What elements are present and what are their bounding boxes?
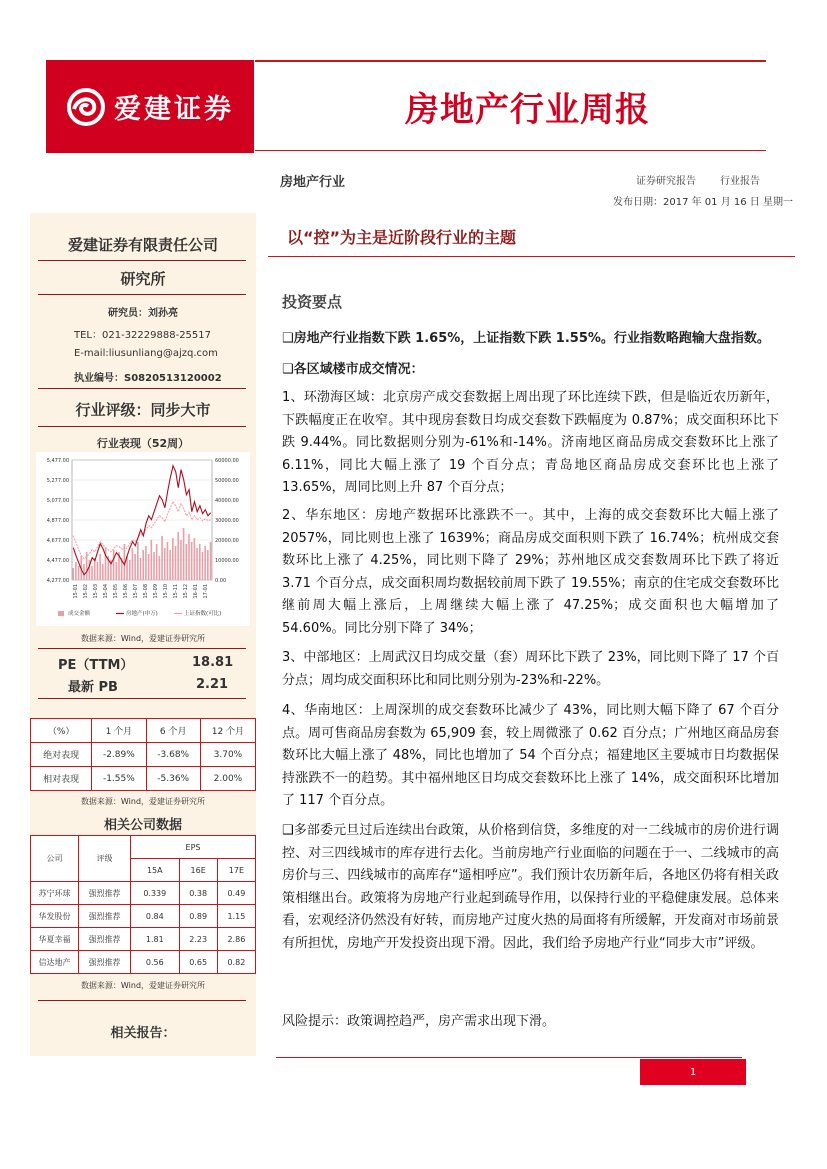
legend-label: 成交金额 bbox=[68, 611, 91, 617]
x-tick-label: 15-07 bbox=[133, 584, 139, 599]
right-tick-label: 40000.00 bbox=[215, 498, 239, 504]
col-eps-header: EPS bbox=[131, 836, 256, 859]
rating-cell: 强烈推荐 bbox=[79, 882, 131, 905]
volume-bar bbox=[113, 550, 115, 580]
volume-bar bbox=[145, 546, 147, 580]
x-tick-label: 16-01 bbox=[193, 584, 199, 599]
table-source: 数据来源：Wind，爱建证券研究所 bbox=[80, 797, 206, 806]
volume-bar bbox=[156, 544, 158, 580]
volume-bar bbox=[199, 544, 201, 580]
volume-bar bbox=[142, 550, 144, 580]
eps-cell: 0.339 bbox=[131, 882, 180, 905]
volume-bar bbox=[83, 564, 85, 580]
chart-source: 数据来源：Wind，爱建证券研究所 bbox=[80, 634, 206, 643]
left-tick-label: 4,677.00 bbox=[46, 538, 69, 544]
company-cell: 华发股份 bbox=[31, 905, 79, 928]
company-table-source: 数据来源：Wind，爱建证券研究所 bbox=[80, 981, 206, 990]
volume-bar bbox=[75, 562, 77, 580]
right-tick-label: 0.00 bbox=[215, 578, 227, 584]
eps-cell: 0.89 bbox=[179, 905, 217, 928]
footer-rule bbox=[276, 1057, 742, 1058]
table-row bbox=[31, 882, 256, 905]
report-type-industry: 行业报告 bbox=[720, 176, 760, 187]
volume-bar bbox=[153, 552, 155, 580]
para-bohai: 1、环渤海区域：北京房产成交套数据上周出现了环比连续下跌，但是临近农历新年，下跌幅度正在收窄。其中现房套数日均成交套数下跌幅度为 0.87%；成交面积环比下跌 9.44%。同比数据则分别为-61%和-14%。济南地区商品房成交套数环比上涨了 6.11%，同比大幅上涨了 19 个百分点；青岛地区商品房成交套环比也上涨了 13.65%，周同比则上升 87 个百分点； bbox=[282, 390, 779, 495]
volume-bar bbox=[185, 544, 187, 580]
sidebar-divider bbox=[38, 388, 246, 389]
report-headline: 以“控”为主是近阶段行业的主题 bbox=[287, 228, 517, 247]
headline-rule bbox=[268, 256, 795, 257]
sidebar-analyst: 研究员：刘孙亮 bbox=[108, 308, 178, 319]
left-tick-label: 5,277.00 bbox=[46, 478, 69, 484]
logo-text: 爱建证券 bbox=[114, 94, 234, 125]
volume-bar bbox=[115, 562, 117, 580]
volume-bar bbox=[164, 548, 166, 580]
right-tick-label: 50000.00 bbox=[215, 478, 239, 484]
volume-bar bbox=[91, 566, 93, 580]
volume-bar bbox=[137, 542, 139, 580]
sidebar-divider bbox=[38, 648, 246, 649]
volume-bar bbox=[196, 548, 198, 580]
right-tick-label: 60000.00 bbox=[215, 458, 239, 464]
x-tick-label: 15-12 bbox=[183, 584, 189, 599]
sidebar-divider bbox=[38, 260, 246, 261]
volume-bar bbox=[172, 538, 174, 580]
sidebar-email: E-mail:liusunliang@ajzq.com bbox=[74, 348, 218, 359]
industry-performance-chart bbox=[36, 452, 250, 626]
volume-bar bbox=[161, 536, 163, 580]
sidebar-institute: 研究所 bbox=[120, 270, 166, 288]
para-policy: ❑多部委元旦过后连续出台政策，从价格到信贷，多维度的对一二线城市的房价进行调控、对三四线城市的库存进行去化。当前房地产行业面临的问题在于一、二线城市的高房价与三、四线城市的高库存“遥相呼应”。我们预计农历新年后，各地区仍将有相关政策相继出台。政策将为房地产行业起到疏导作用，以保持行业的平稳健康发展。总体来看，宏观经济仍然没有好转，而房地产过度火热的局面将有所缓解，开发商对市场前景有所担忧，房地产开发投资出现下滑。因此，我们给予房地产行业“同步大市”评级。 bbox=[282, 823, 779, 951]
x-tick-label: 15-03 bbox=[93, 584, 99, 599]
risk-warning: 风险提示：政策调控趋严，房产需求出现下滑。 bbox=[282, 1014, 556, 1029]
perf-cell: -2.89% bbox=[92, 743, 146, 767]
left-tick-label: 5,077.00 bbox=[46, 498, 69, 504]
section-title: 投资要点 bbox=[282, 293, 343, 311]
right-tick-label: 30000.00 bbox=[215, 518, 239, 524]
volume-bar bbox=[159, 556, 161, 580]
volume-bar bbox=[97, 562, 99, 580]
table-row bbox=[31, 951, 256, 974]
left-tick-label: 4,277.00 bbox=[46, 578, 69, 584]
perf-cell: 3.70% bbox=[200, 743, 255, 767]
sidebar-license: 执业编号：S0820513120002 bbox=[74, 373, 222, 384]
volume-bar bbox=[180, 540, 182, 580]
industry-label: 房地产行业 bbox=[280, 175, 346, 190]
table-row bbox=[31, 928, 256, 951]
volume-bar bbox=[210, 542, 212, 580]
perf-header-cell: 12 个月 bbox=[200, 719, 255, 743]
related-companies-title: 相关公司数据 bbox=[103, 818, 182, 833]
rating-cell: 强烈推荐 bbox=[79, 905, 131, 928]
sidebar-rating: 行业评级：同步大市 bbox=[75, 401, 211, 419]
company-logo bbox=[46, 60, 254, 153]
volume-bar bbox=[169, 550, 171, 580]
volume-bar bbox=[167, 542, 169, 580]
sidebar-divider bbox=[38, 698, 246, 699]
x-tick-label: 15-05 bbox=[113, 584, 119, 599]
pe-value: 18.81 bbox=[192, 655, 234, 670]
year-header: 16E bbox=[179, 859, 217, 882]
performance-table bbox=[30, 718, 256, 791]
volume-bar bbox=[140, 558, 142, 580]
company-cell: 华夏幸福 bbox=[31, 928, 79, 951]
volume-bar bbox=[129, 560, 131, 580]
eps-cell: 0.38 bbox=[179, 882, 217, 905]
report-type-research: 证券研究报告 bbox=[636, 176, 696, 187]
left-tick-label: 4,877.00 bbox=[46, 518, 69, 524]
para-central: 3、中部地区：上周武汉日均成交量（套）周环比下跌了 23%，同比则下降了 17 个百分点；周均成交面积环比和同比则分别为-23%和-22%。 bbox=[282, 650, 779, 688]
x-tick-label: 15-06 bbox=[123, 584, 129, 599]
perf-cell: -1.55% bbox=[92, 767, 146, 791]
publish-date: 发布日期：2017 年 01 月 16 日 星期一 bbox=[613, 197, 793, 208]
x-tick-label: 15-08 bbox=[143, 584, 149, 599]
sidebar-divider bbox=[38, 1000, 246, 1001]
volume-bar bbox=[191, 542, 193, 580]
volume-bar bbox=[86, 552, 88, 580]
volume-bar bbox=[202, 552, 204, 580]
header-top-rule bbox=[255, 60, 766, 62]
x-tick-label: 15-01 bbox=[73, 584, 79, 599]
legend-label: 房地产(申万) bbox=[126, 611, 158, 617]
perf-cell: 相对表现 bbox=[31, 767, 92, 791]
key-point-regions: ❑各区域楼市成交情况： bbox=[282, 362, 424, 377]
legend-label: 上证指数(可比) bbox=[184, 611, 222, 617]
eps-cell: 1.15 bbox=[217, 905, 255, 928]
perf-header-cell: 1 个月 bbox=[92, 719, 146, 743]
table-row bbox=[31, 767, 256, 791]
right-tick-label: 10000.00 bbox=[215, 558, 239, 564]
page-number: 1 bbox=[640, 1059, 746, 1085]
volume-bar bbox=[204, 546, 206, 580]
perf-cell: 2.00% bbox=[200, 767, 255, 791]
logo-mark-icon bbox=[66, 87, 106, 127]
x-tick-label: 15-09 bbox=[153, 584, 159, 599]
para-south-china: 4、华南地区：上周深圳的成交套数环比减少了 43%，同比则大幅下降了 67 个百分点。周可售商品房套数为 65,909 套，较上周微涨了 0.62 百分点；广州地区商品房套数环比大幅上涨了 48%，同比也增加了 54 个百分点；福建地区主要城市日均数据保持涨跌不一的趋势。其中福州地区日均成交套数环比上涨了 14%，成交面积环比增加了 117 个百分点。 bbox=[282, 703, 779, 808]
company-cell: 苏宁环球 bbox=[31, 882, 79, 905]
volume-bar bbox=[148, 554, 150, 580]
volume-bar bbox=[72, 568, 74, 580]
col-company-header: 公司 bbox=[31, 836, 79, 882]
volume-bar bbox=[99, 554, 101, 580]
rating-cell: 强烈推荐 bbox=[79, 928, 131, 951]
pb-label: 最新 PB bbox=[68, 680, 118, 695]
rating-cell: 强烈推荐 bbox=[79, 951, 131, 974]
perf-header-cell: （%） bbox=[31, 719, 92, 743]
eps-cell: 2.86 bbox=[217, 928, 255, 951]
year-header: 15A bbox=[131, 859, 180, 882]
volume-bar bbox=[194, 538, 196, 580]
x-tick-label: 15-10 bbox=[163, 584, 169, 599]
year-header: 17E bbox=[217, 859, 255, 882]
eps-cell: 0.49 bbox=[217, 882, 255, 905]
sidebar-company-name: 爱建证券有限责任公司 bbox=[67, 236, 218, 254]
volume-bar bbox=[207, 550, 209, 580]
sidebar-tel: TEL：021-32229888-25517 bbox=[74, 330, 212, 341]
para-east-china: 2、华东地区：房地产数据环比涨跌不一。其中，上海的成交套数环比大幅上涨了 2057%，同比则也上涨了 1639%；商品房成交面积则下跌了 16.74%；杭州成交套数环比上涨了 4.25%，同比则下降了 29%；苏州地区成交套数周环比下跌了将近 3.71 个百分点，成交面积周均数据较前周下跌了 19.55%；南京的住宅成交套数环比继前周大幅上涨后，上周继续大幅上涨了 47.25%；成交面积也大幅增加了 54.60%。同比分别下降了 34%； bbox=[282, 508, 779, 636]
pb-value: 2.21 bbox=[196, 677, 229, 692]
volume-bar bbox=[132, 548, 134, 580]
related-reports-title: 相关报告： bbox=[110, 1026, 176, 1041]
eps-cell: 0.82 bbox=[217, 951, 255, 974]
left-tick-label: 4,477.00 bbox=[46, 558, 69, 564]
volume-bar bbox=[177, 532, 179, 580]
volume-bar bbox=[188, 534, 190, 580]
volume-bar bbox=[175, 546, 177, 580]
table-row bbox=[31, 905, 256, 928]
x-tick-label: 17-01 bbox=[203, 584, 209, 599]
pe-label: PE（TTM） bbox=[58, 658, 134, 673]
report-title: 房地产行业周报 bbox=[405, 90, 650, 130]
eps-cell: 0.56 bbox=[131, 951, 180, 974]
perf-header-cell: 6 个月 bbox=[146, 719, 200, 743]
eps-cell: 2.23 bbox=[179, 928, 217, 951]
legend-swatch bbox=[58, 611, 64, 616]
x-tick-label: 15-04 bbox=[103, 584, 109, 599]
key-point-index: ❑房地产行业指数下跌 1.65%，上证指数下跌 1.55%。行业指数略跑输大盘指数。 bbox=[282, 331, 770, 346]
perf-cell: 绝对表现 bbox=[31, 743, 92, 767]
table-row bbox=[31, 743, 256, 767]
eps-cell: 0.65 bbox=[179, 951, 217, 974]
sidebar-divider bbox=[38, 426, 246, 427]
eps-cell: 1.81 bbox=[131, 928, 180, 951]
volume-bar bbox=[150, 540, 152, 580]
right-tick-label: 20000.00 bbox=[215, 538, 239, 544]
perf-cell: -5.36% bbox=[146, 767, 200, 791]
eps-cell: 0.84 bbox=[131, 905, 180, 928]
header-bottom-rule bbox=[255, 150, 766, 151]
sidebar-perf-title: 行业表现（52周） bbox=[96, 437, 190, 450]
sidebar-divider bbox=[38, 294, 246, 295]
company-cell: 信达地产 bbox=[31, 951, 79, 974]
volume-bar bbox=[183, 528, 185, 580]
volume-bar bbox=[134, 554, 136, 580]
volume-bar bbox=[78, 566, 80, 580]
x-tick-label: 15-11 bbox=[173, 584, 179, 599]
left-tick-label: 5,477.00 bbox=[46, 458, 69, 464]
volume-bar bbox=[102, 564, 104, 580]
x-tick-label: 15-02 bbox=[83, 584, 89, 599]
col-rating-header: 评级 bbox=[79, 836, 131, 882]
perf-cell: -3.68% bbox=[146, 743, 200, 767]
company-eps-table bbox=[30, 835, 256, 974]
